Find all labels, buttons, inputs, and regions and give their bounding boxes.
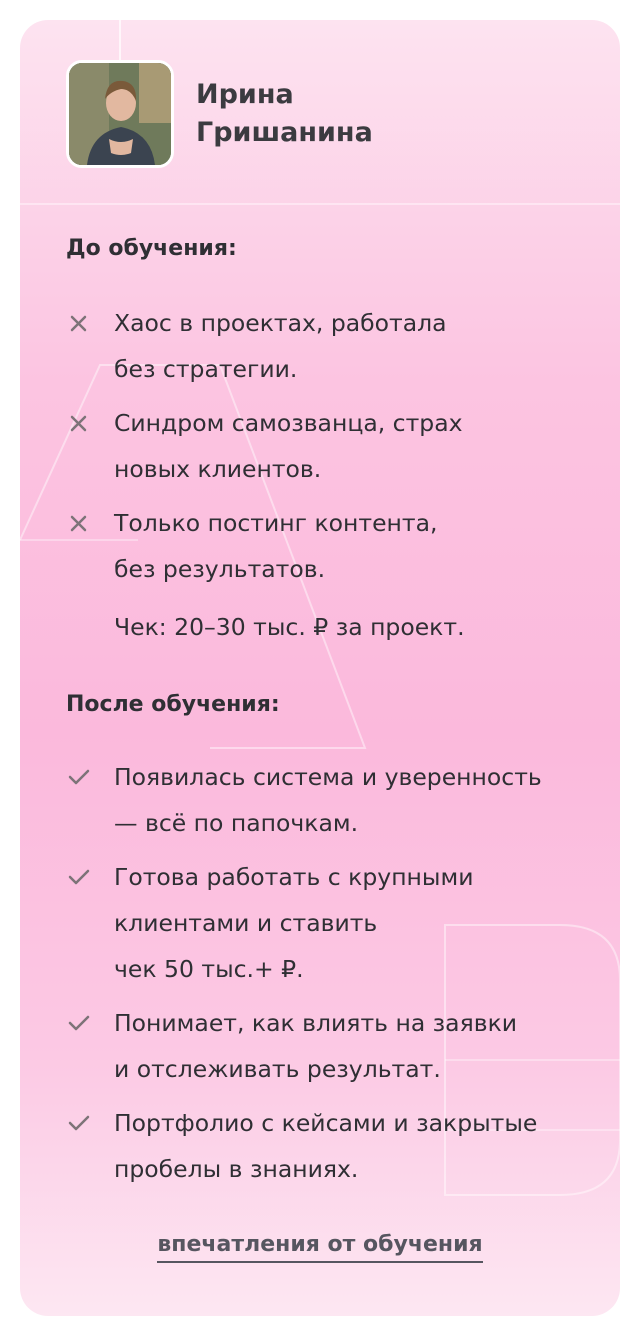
- list-item: [66, 400, 596, 492]
- item-text: Хаос в проектах, работала: [114, 309, 447, 337]
- avatar: [66, 60, 174, 168]
- list-item: [66, 1000, 596, 1092]
- item-text: — всё по папочкам.: [114, 809, 359, 837]
- item-text: без стратегии.: [114, 355, 298, 383]
- item-text: и отслеживать результат.: [114, 1055, 441, 1083]
- item-text: Только постинг контента,: [114, 509, 438, 537]
- woman-portrait-icon: [69, 63, 171, 165]
- item-text: Синдром самозванца, страх: [114, 409, 463, 437]
- item-text: Появилась система и уверенность: [114, 763, 542, 791]
- after-title: После обучения:: [66, 692, 280, 717]
- profile-header: [66, 60, 373, 168]
- item-text: Понимает, как влиять на заявки: [114, 1009, 518, 1037]
- item-text: Портфолио с кейсами и закрытые: [114, 1109, 538, 1137]
- testimonial-card: [20, 20, 620, 1316]
- cross-icon: [66, 510, 92, 536]
- before-list: [66, 300, 596, 600]
- item-text: Готова работать с крупными: [114, 863, 474, 891]
- list-item: [66, 754, 596, 846]
- item-text: без результатов.: [114, 555, 326, 583]
- item-text: чек 50 тыс.+ ₽.: [114, 955, 304, 983]
- item-text: новых клиентов.: [114, 455, 322, 483]
- cross-icon: [66, 410, 92, 436]
- check-icon: [66, 764, 92, 790]
- check-icon: [66, 1010, 92, 1036]
- item-text: пробелы в знаниях.: [114, 1155, 359, 1183]
- check-icon: [66, 1110, 92, 1136]
- person-name: [196, 76, 373, 152]
- price-before: Чек: 20–30 тыс. ₽ за проект.: [114, 613, 465, 641]
- cross-icon: [66, 310, 92, 336]
- list-item: [66, 854, 596, 992]
- last-name: Гришанина: [196, 117, 373, 148]
- list-item: [66, 500, 596, 592]
- list-item: [66, 300, 596, 392]
- check-icon: [66, 864, 92, 890]
- impressions-link[interactable]: впечатления от обучения: [157, 1232, 482, 1263]
- item-text: клиентами и ставить: [114, 909, 378, 937]
- first-name: Ирина: [196, 79, 294, 110]
- cta-container: [20, 1232, 620, 1257]
- list-item: [66, 1100, 596, 1192]
- before-title: До обучения:: [66, 236, 237, 261]
- after-list: [66, 754, 596, 1200]
